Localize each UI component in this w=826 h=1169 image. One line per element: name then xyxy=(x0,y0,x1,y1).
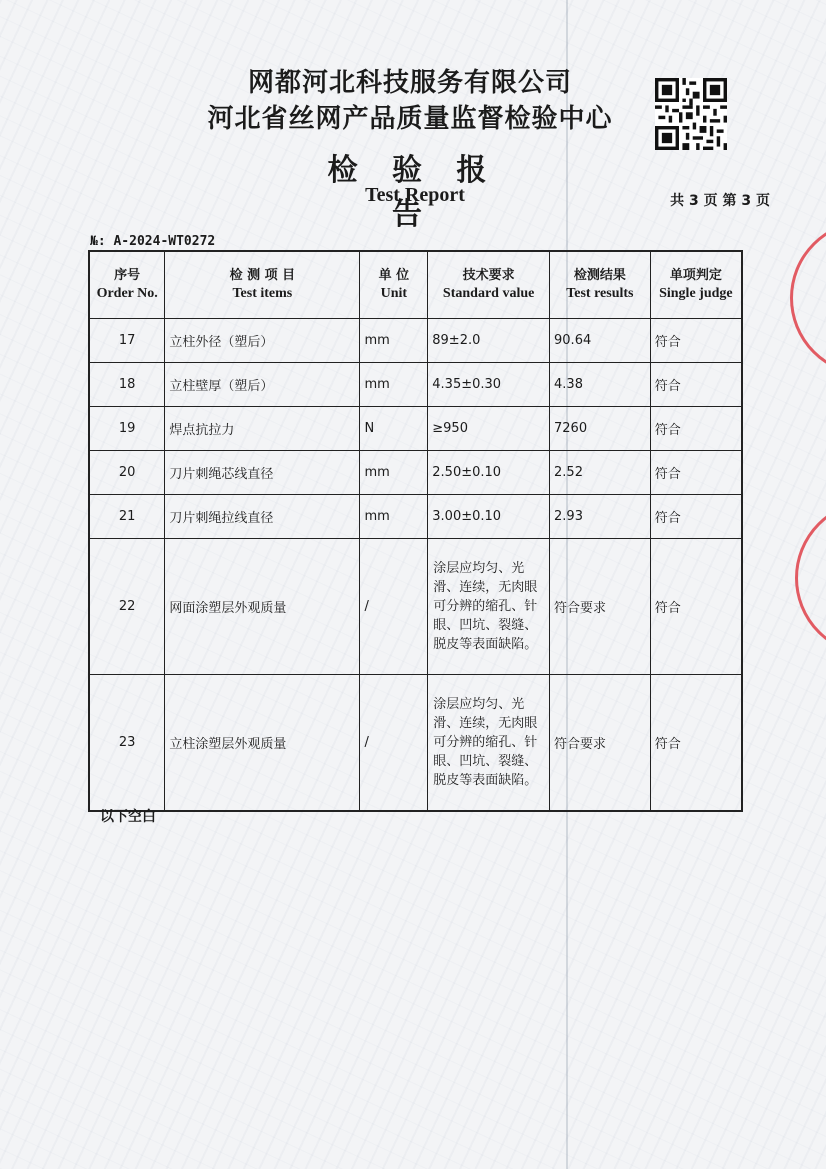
header-en: Single judge xyxy=(659,286,733,301)
qr-code-icon xyxy=(655,78,727,150)
table-row xyxy=(89,495,742,539)
cell-standard: 89±2.0 xyxy=(428,319,550,363)
org-name-line2: 河北省丝网产品质量监督检验中心 xyxy=(207,104,613,134)
cell-test-item: 刀片刺绳拉线直径 xyxy=(165,495,360,539)
col-header-result xyxy=(550,251,651,319)
company-seal-icon xyxy=(790,220,826,376)
cell-test-item: 焊点抗拉力 xyxy=(165,407,360,451)
cell-order-no: 18 xyxy=(89,363,165,407)
cell-result: 90.64 xyxy=(550,319,651,363)
cell-judge: 符合 xyxy=(650,407,742,451)
cell-judge: 符合 xyxy=(650,319,742,363)
cell-result: 2.93 xyxy=(550,495,651,539)
header-en: Standard value xyxy=(442,286,535,301)
col-header-unit xyxy=(360,251,428,319)
test-results-table xyxy=(88,250,743,812)
table-row xyxy=(89,539,742,675)
inspection-seal-icon xyxy=(795,500,826,656)
cell-unit: mm xyxy=(360,363,428,407)
cell-standard: ≥950 xyxy=(428,407,550,451)
cell-order-no: 21 xyxy=(89,495,165,539)
cell-result: 4.38 xyxy=(550,363,651,407)
cell-unit: mm xyxy=(360,495,428,539)
cell-judge: 符合 xyxy=(650,451,742,495)
cell-result: 7260 xyxy=(550,407,651,451)
cell-judge: 符合 xyxy=(650,363,742,407)
header-en: Test results xyxy=(566,286,634,301)
cell-result: 符合要求 xyxy=(550,675,651,812)
cell-test-item: 网面涂塑层外观质量 xyxy=(165,539,360,675)
cell-order-no: 22 xyxy=(89,539,165,675)
cell-result: 符合要求 xyxy=(550,539,651,675)
header-cn: 检测结果 xyxy=(573,268,626,283)
cell-test-item: 立柱外径（塑后） xyxy=(165,319,360,363)
org-name-line1: 网都河北科技服务有限公司 xyxy=(247,68,572,98)
cell-unit: N xyxy=(360,407,428,451)
report-number: №: A-2024-WT0272 xyxy=(90,234,216,249)
cell-standard: 2.50±0.10 xyxy=(428,451,550,495)
cell-judge: 符合 xyxy=(650,539,742,675)
cell-unit: / xyxy=(360,539,428,675)
header-en: Order No. xyxy=(96,286,158,301)
header-cn: 检 测 项 目 xyxy=(229,268,296,283)
cell-standard: 4.35±0.30 xyxy=(428,363,550,407)
cell-unit: mm xyxy=(360,319,428,363)
cell-unit: mm xyxy=(360,451,428,495)
col-header-item xyxy=(165,251,360,319)
header-cn: 序号 xyxy=(114,268,141,283)
cell-test-item: 刀片刺绳芯线直径 xyxy=(165,451,360,495)
cell-test-item: 立柱壁厚（塑后） xyxy=(165,363,360,407)
cell-judge: 符合 xyxy=(650,675,742,812)
header-cn: 单 位 xyxy=(378,268,410,283)
cell-standard: 3.00±0.10 xyxy=(428,495,550,539)
header-en: Test items xyxy=(232,286,293,301)
col-header-order xyxy=(89,251,165,319)
table-row xyxy=(89,675,742,812)
cell-order-no: 23 xyxy=(89,675,165,812)
header-cn: 技术要求 xyxy=(462,268,515,283)
report-title-en: Test Report xyxy=(365,184,465,206)
col-header-standard xyxy=(428,251,550,319)
cell-order-no: 17 xyxy=(89,319,165,363)
page-count: 共 3 页 第 3 页 xyxy=(670,193,770,209)
col-header-judge xyxy=(650,251,742,319)
header-en: Unit xyxy=(380,286,408,301)
header-cn: 单项判定 xyxy=(669,268,722,283)
blank-below-note: 以下空白 xyxy=(100,809,156,825)
table-row xyxy=(89,407,742,451)
table-row xyxy=(89,319,742,363)
cell-result: 2.52 xyxy=(550,451,651,495)
cell-standard: 涂层应均匀、光滑、连续，无肉眼可分辨的缩孔、针眼、凹坑、裂缝、脱皮等表面缺陷。 xyxy=(428,675,550,812)
cell-test-item: 立柱涂塑层外观质量 xyxy=(165,675,360,812)
cell-judge: 符合 xyxy=(650,495,742,539)
cell-standard: 涂层应均匀、光滑、连续，无肉眼可分辨的缩孔、针眼、凹坑、裂缝、脱皮等表面缺陷。 xyxy=(428,539,550,675)
table-row xyxy=(89,363,742,407)
cell-order-no: 19 xyxy=(89,407,165,451)
table-header-row xyxy=(89,251,742,319)
cell-unit: / xyxy=(360,675,428,812)
cell-order-no: 20 xyxy=(89,451,165,495)
report-title-cn: 检 验 报 告 xyxy=(327,153,499,232)
table-row xyxy=(89,451,742,495)
